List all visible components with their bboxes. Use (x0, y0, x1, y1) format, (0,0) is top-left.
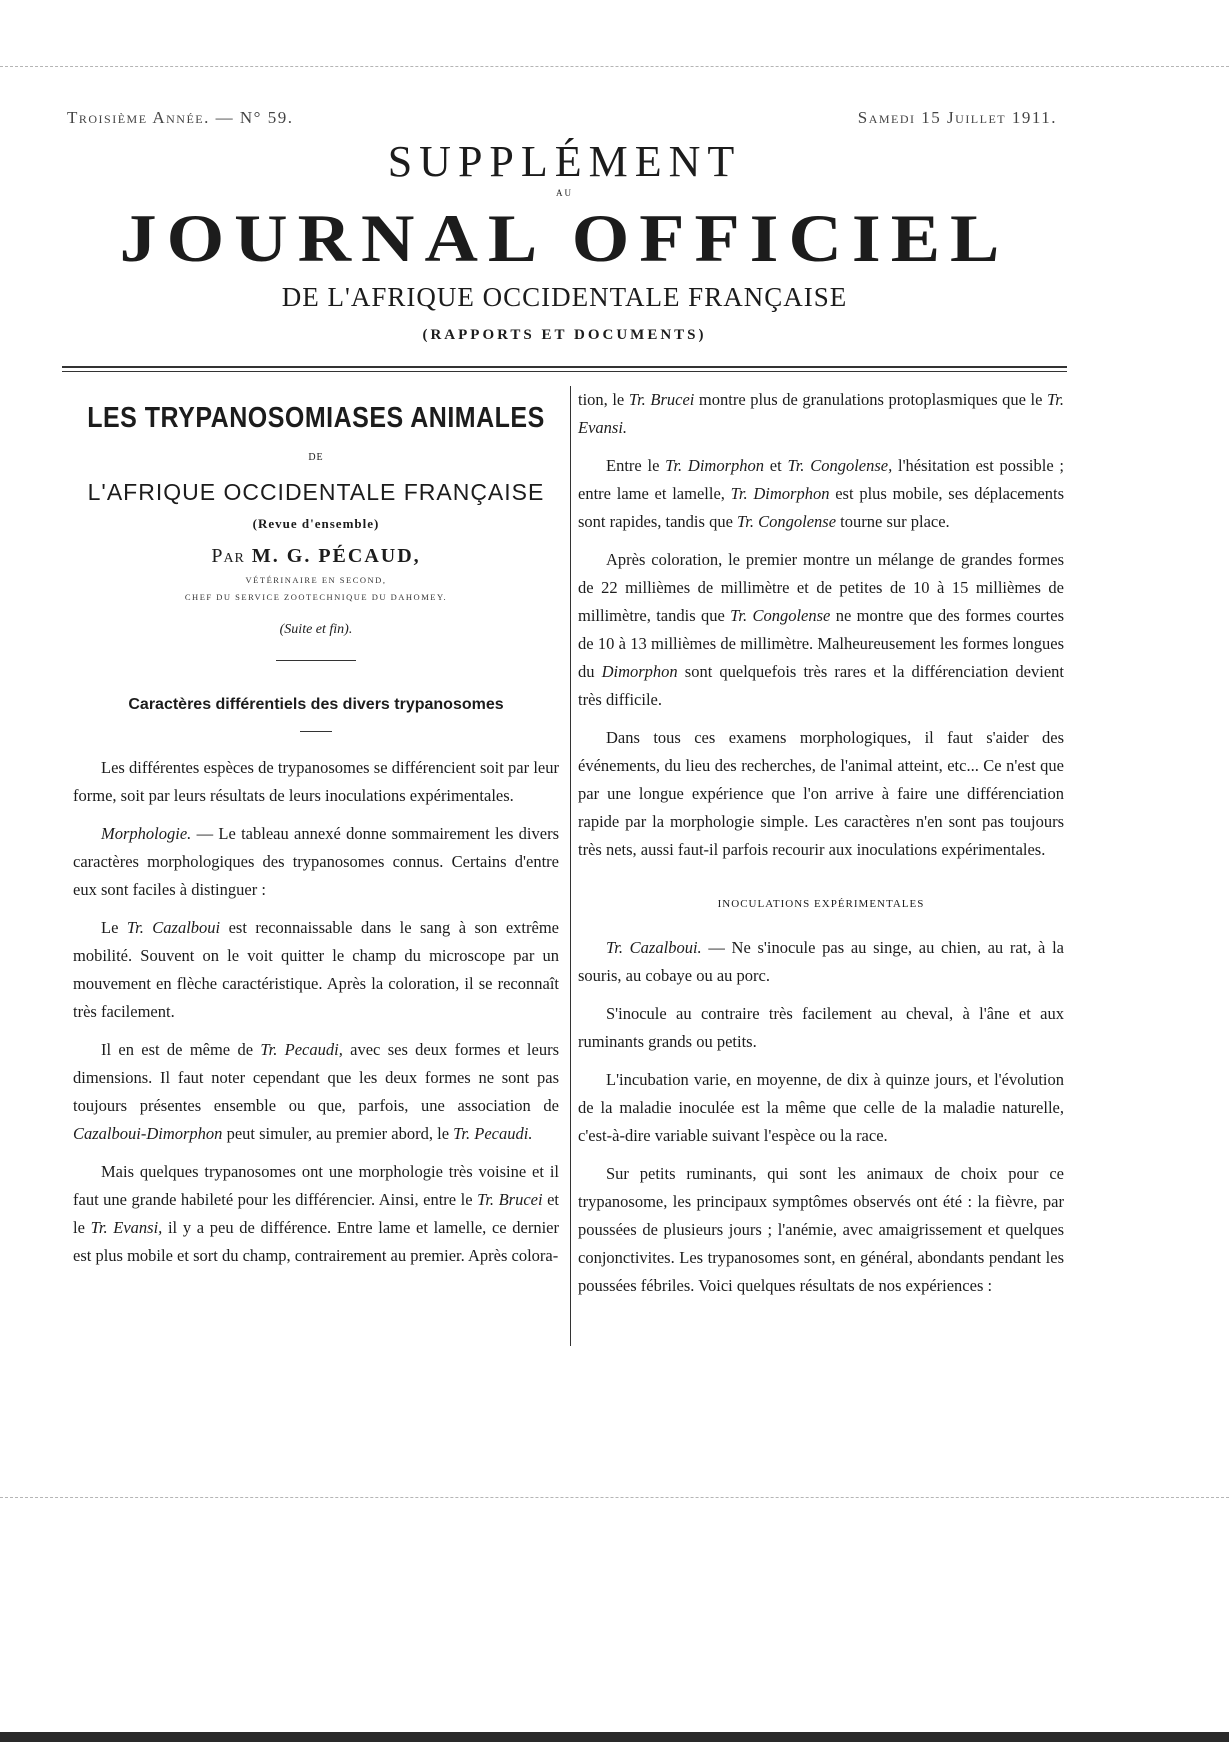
top-dashed-border (0, 66, 1229, 67)
masthead-subtitle: (RAPPORTS ET DOCUMENTS) (422, 327, 707, 343)
author-name: M. G. PÉCAUD, (251, 545, 421, 567)
section-rule (300, 731, 332, 732)
paragraph: Entre le Tr. Dimorphon et Tr. Congolense, l'hésitation est possible ; entre lame et lamelle, Tr. Dimorphon est plus mobile, ses déplacements sont rapides, tandis que Tr. Congolense tourne sur place. (578, 456, 1064, 531)
issue-number: Troisième Année. — N° 59. (67, 108, 294, 127)
masthead-journal-title: JOURNAL OFFICIEL (119, 201, 1010, 277)
article-suite: (Suite et fin). (279, 622, 353, 637)
inoculations-heading: INOCULATIONS EXPÉRIMENTALES (717, 898, 925, 910)
paragraph-label: Tr. Cazalboui. (606, 938, 702, 957)
article-subtitle: L'AFRIQUE OCCIDENTALE FRANÇAISE (87, 479, 545, 505)
paragraph: Il en est de même de Tr. Pecaudi, avec ses deux formes et leurs dimensions. Il faut noter cependant que les deux formes ne sont pas toujours présentes ensemble ou que, parfois, une association de Cazalboui-Dimorphon peut simuler, au premier abord, le Tr. Pecaudi. (73, 1040, 559, 1143)
masthead-au: AU (556, 188, 573, 198)
paragraph: Sur petits ruminants, qui sont les animaux de choix pour ce trypanosome, les principaux symptômes observés ont été : la fièvre, par poussées de plusieurs jours ; l'anémie, avec amaigrissement et quelques conjonctivites. Les trypanosomes sont, en général, abondants pendant les poussées fébriles. Voici quelques résultats de nos expériences : (578, 1164, 1064, 1295)
paragraph: Après coloration, le premier montre un mélange de grandes formes de 22 millièmes de millimètre et de petites de 10 à 15 millièmes de millimètre, tandis que Tr. Congolense ne montre que des formes courtes de 10 à 13 millièmes de millimètre. Malheureusement les formes longues du Dimorphon sont quelquefois très rares et la différenciation devient très difficile. (578, 550, 1064, 709)
paragraph: Le Tr. Cazalboui est reconnaissable dans le sang à son extrême mobilité. Souvent on le voit quitter le champ du microscope par un mouvement en flèche caractéristique. Après la coloration, il se reconnaît très facilement. (73, 918, 559, 1021)
bottom-dashed-border (0, 1497, 1229, 1498)
paragraph: Tr. Cazalboui. — Ne s'inocule pas au singe, au chien, au rat, à la souris, au cobaye ou au porc. (578, 938, 1064, 985)
article-de: DE (308, 452, 324, 463)
author-prefix: Par (211, 545, 245, 567)
title-rule (276, 660, 356, 661)
paragraph-label: Morphologie. (101, 824, 192, 843)
article-title: LES TRYPANOSOMIASES ANIMALES (87, 401, 545, 435)
section-title: Caractères différentiels des divers trypanosomes (128, 696, 504, 713)
left-column (73, 386, 559, 1280)
right-column (578, 386, 1064, 1310)
author-affiliation-1: VÉTÉRINAIRE EN SECOND, (245, 575, 387, 585)
newspaper-page (62, 108, 1067, 1295)
masthead-supplement: SUPPLÉMENT (387, 137, 742, 186)
masthead-rule (62, 366, 1067, 372)
paragraph: Dans tous ces examens morphologiques, il faut s'aider des événements, du lieu des recherches, de l'animal atteint, etc... Ce n'est que par une longue expérience que l'on arrive à faire une différenciation rapide par la morphologie simple. Les caractères n'en sont pas toujours très nets, aussi faut-il parfois recourir aux inoculations expérimentales. (578, 728, 1064, 859)
paragraph: S'inocule au contraire très facilement au cheval, à l'âne et aux ruminants grands ou petits. (578, 1004, 1064, 1051)
bottom-scan-edge (0, 1732, 1229, 1742)
masthead-region: DE L'AFRIQUE OCCIDENTALE FRANÇAISE (281, 282, 848, 312)
column-divider (570, 386, 571, 1346)
issue-header (62, 108, 1067, 128)
masthead (62, 137, 1067, 344)
paragraph: Morphologie. — Le tableau annexé donne sommairement les divers caractères morphologiques des trypanosomes connus. Certains d'entre eux sont faciles à distinguer : (73, 824, 559, 899)
paragraph: Mais quelques trypanosomes ont une morphologie très voisine et il faut une grande habileté pour les différencier. Ainsi, entre le Tr. Brucei et le Tr. Evansi, il y a peu de différence. Entre lame et lamelle, ce dernier est plus mobile et sort du champ, contrairement au premier. Après colora- (73, 1162, 559, 1265)
paragraph: tion, le Tr. Brucei montre plus de granulations protoplasmiques que le Tr. Evansi. (578, 390, 1065, 437)
author-affiliation-2: CHEF DU SERVICE ZOOTECHNIQUE DU DAHOMEY. (184, 592, 448, 602)
article-author (73, 542, 559, 570)
paragraph: L'incubation varie, en moyenne, de dix à quinze jours, et l'évolution de la maladie inoculée est la même que celle de la maladie naturelle, c'est-à-dire variable suivant l'espèce ou la race. (578, 1070, 1064, 1145)
paragraph: Les différentes espèces de trypanosomes se différencient soit par leur forme, soit par leurs résultats de leurs inoculations expérimentales. (73, 758, 559, 805)
issue-date: Samedi 15 Juillet 1911. (857, 108, 1057, 127)
article-revue: (Revue d'ensemble) (252, 516, 380, 531)
